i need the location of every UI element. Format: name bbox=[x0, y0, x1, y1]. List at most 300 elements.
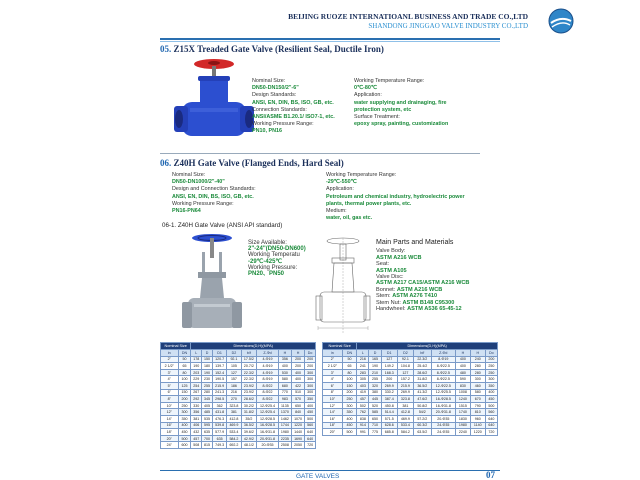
table-cell: 520 bbox=[369, 402, 381, 409]
table-cell: 2" bbox=[161, 356, 179, 363]
table-cell: 387.4 bbox=[381, 396, 397, 403]
spec-value: epoxy spray, painting, customization bbox=[354, 121, 449, 128]
table-cell: 838 bbox=[357, 415, 369, 422]
table-cell: 150 bbox=[178, 389, 191, 396]
table-cell: 190.5 bbox=[212, 376, 226, 383]
table-column-header: H bbox=[278, 350, 291, 357]
section-06-specs-left bbox=[172, 172, 256, 215]
table-cell: 39.6/2 bbox=[241, 429, 257, 436]
table-cell: 685.8 bbox=[381, 429, 397, 436]
table-cell: 345 bbox=[202, 396, 213, 403]
table-row bbox=[161, 382, 316, 389]
table-cell: 635 bbox=[202, 429, 213, 436]
table-cell: 60.3/2 bbox=[414, 422, 432, 429]
table-row bbox=[323, 409, 498, 416]
table-cell: 23.9/2 bbox=[241, 382, 257, 389]
part-label: Handwheel: bbox=[376, 306, 406, 313]
spec-value: ANSI/ASME B1.20.1/ ISO7-1, etc. bbox=[252, 114, 335, 121]
spec-value: water, oil, gas etc. bbox=[326, 215, 373, 222]
table-cell: 305 bbox=[357, 376, 369, 383]
table-cell: 125 bbox=[178, 382, 191, 389]
table-cell: 577.9 bbox=[212, 429, 226, 436]
table-cell: 640 bbox=[485, 415, 497, 422]
table-cell: 510 bbox=[291, 389, 304, 396]
spec-label: Working Pressure Range: bbox=[172, 200, 234, 207]
table-cell: 65 bbox=[178, 363, 191, 370]
table-cell: 292 bbox=[191, 396, 202, 403]
table-cell: 16-Φ28.5 bbox=[257, 422, 279, 429]
table-cell: 1220 bbox=[291, 422, 304, 429]
table-cell: 585 bbox=[369, 409, 381, 416]
table-cell: 381 bbox=[397, 402, 413, 409]
table-cell: 960 bbox=[470, 415, 485, 422]
table-cell: 500 bbox=[305, 415, 316, 422]
table-cell: 14" bbox=[323, 409, 343, 416]
table-cell: 476.3 bbox=[212, 415, 226, 422]
table-cell: 533.4 bbox=[397, 422, 413, 429]
table-column-header: D1 bbox=[381, 350, 397, 357]
table-cell: 400 bbox=[456, 356, 471, 363]
table-cell: 16" bbox=[323, 415, 343, 422]
table-cell: 720 bbox=[305, 442, 316, 449]
table-cell: 400 bbox=[291, 376, 304, 383]
spec-value: Petroleum and chemical industry, hydroelectric power plants, thermal power plants, etc. bbox=[326, 193, 465, 207]
table-cell: 3" bbox=[323, 369, 343, 376]
table-cell: 560 bbox=[485, 409, 497, 416]
table-cell: 400 bbox=[305, 402, 316, 409]
spec-value: -29℃-550℃ bbox=[326, 179, 357, 186]
table-cell: 535 bbox=[202, 415, 213, 422]
table-cell: 419 bbox=[357, 389, 369, 396]
table-cell: 1370 bbox=[278, 409, 291, 416]
table-cell: 381 bbox=[191, 415, 202, 422]
table-cell: 762 bbox=[357, 409, 369, 416]
table-cell: 270 bbox=[227, 396, 241, 403]
table-cell: 190 bbox=[369, 363, 381, 370]
table-column-header: Z-Φd bbox=[257, 350, 279, 357]
table-cell: 400 bbox=[291, 369, 304, 376]
spec-value: 0℃-80℃ bbox=[354, 85, 377, 92]
table-cell: 12-Φ25.4 bbox=[257, 409, 279, 416]
part-value: ASTM A216 WCB bbox=[396, 286, 443, 293]
table-cell: 350 bbox=[305, 396, 316, 403]
table-cell: 127 bbox=[381, 356, 397, 363]
table-row bbox=[323, 369, 498, 376]
table-header-dims: Dimensions(D,H)(MPA) bbox=[357, 343, 498, 350]
table-cell: 157.2 bbox=[397, 376, 413, 383]
table-row bbox=[161, 402, 316, 409]
table-cell: 255 bbox=[202, 382, 213, 389]
table-cell: 323.8 bbox=[397, 396, 413, 403]
table-cell: 30.2/2 bbox=[241, 402, 257, 409]
table-cell: 450 bbox=[342, 422, 357, 429]
table-cell: 300 bbox=[178, 409, 191, 416]
table-cell: 36.5/2 bbox=[414, 382, 432, 389]
table-cell: 3" bbox=[161, 369, 179, 376]
table-cell: 356 bbox=[191, 409, 202, 416]
table-column-header-row bbox=[323, 350, 498, 357]
table-cell: 1240 bbox=[456, 396, 471, 403]
table-cell: 180 bbox=[202, 363, 213, 370]
footer-rule bbox=[160, 470, 500, 471]
table-cell: 152.4 bbox=[212, 369, 226, 376]
table-cell: 2 1/2" bbox=[161, 363, 179, 370]
table-cell: 20-Φ31.8 bbox=[431, 409, 455, 416]
part-value: ASTM A276 T410 bbox=[392, 293, 438, 300]
table-cell: 269.9 bbox=[397, 389, 413, 396]
table-cell: 22.3/2 bbox=[241, 376, 257, 383]
table-cell: 1220 bbox=[470, 429, 485, 436]
table-cell: 250 bbox=[485, 363, 497, 370]
company-name-secondary: SHANDONG JINGGAO VALVE INDUSTRY CO.,LTD bbox=[368, 22, 528, 30]
table-cell: 8-Φ19 bbox=[431, 356, 455, 363]
table-cell: 380 bbox=[369, 389, 381, 396]
table-cell: 640 bbox=[305, 429, 316, 436]
spec-label: Working Pressure Range: bbox=[252, 121, 314, 128]
table-cell: 269.9 bbox=[381, 382, 397, 389]
table-cell: 580 bbox=[470, 389, 485, 396]
table-cell: 47.6/2 bbox=[414, 396, 432, 403]
table-cell: 450 bbox=[305, 409, 316, 416]
table-column-header: in bbox=[161, 350, 179, 357]
table-cell: 450.8 bbox=[381, 402, 397, 409]
table-cell: 840 bbox=[291, 409, 304, 416]
table-cell: 42.9/2 bbox=[241, 435, 257, 442]
table-cell: 18" bbox=[161, 429, 179, 436]
table-cell: 23.9/2 bbox=[241, 389, 257, 396]
table-cell: 200 bbox=[485, 356, 497, 363]
table-cell: 63.5/2 bbox=[414, 429, 432, 436]
table-cell: 460 bbox=[470, 382, 485, 389]
table-cell: 4" bbox=[161, 376, 179, 383]
table-cell: 216 bbox=[227, 389, 241, 396]
table-cell: 250 bbox=[178, 402, 191, 409]
company-name-primary: BEIJING RUOZE INTERNATIOANL BUSINESS AND TRADE CO.,LTD bbox=[288, 12, 528, 21]
table-cell: 406 bbox=[191, 422, 202, 429]
table-column-header: DN bbox=[178, 350, 191, 357]
table-column-header-row bbox=[161, 350, 316, 357]
table-cell: 16-Φ31.8 bbox=[257, 429, 279, 436]
table-cell: 280 bbox=[470, 369, 485, 376]
table-cell: 400 bbox=[278, 363, 291, 370]
table-cell: 22.3/2 bbox=[241, 369, 257, 376]
table-cell: 680 bbox=[278, 382, 291, 389]
table-cell: 432 bbox=[191, 429, 202, 436]
table-cell: 8-Φ19 bbox=[257, 376, 279, 383]
spec-label: Size Available: bbox=[248, 240, 287, 246]
table-cell: 350 bbox=[178, 415, 191, 422]
spec-label: Medium: bbox=[326, 208, 347, 215]
z40h-gate-valve-image bbox=[180, 232, 244, 338]
table-cell: 200 bbox=[305, 356, 316, 363]
table-cell: 120.7 bbox=[212, 356, 226, 363]
table-cell: 580 bbox=[278, 376, 291, 383]
table-cell: 500 bbox=[342, 429, 357, 436]
table-cell: 403 bbox=[357, 382, 369, 389]
table-cell: 17.5/2 bbox=[241, 356, 257, 363]
section-06-1-specs bbox=[248, 240, 306, 277]
table-cell: 100 bbox=[342, 376, 357, 383]
table-cell: 18" bbox=[323, 422, 343, 429]
table-cell: 298.5 bbox=[212, 396, 226, 403]
table-cell: 560 bbox=[305, 422, 316, 429]
spec-label: Working Temperatu bbox=[248, 252, 300, 259]
table-cell: 20-Φ31.8 bbox=[257, 435, 279, 442]
table-cell: 650 bbox=[369, 415, 381, 422]
table-cell: 36.5/2 bbox=[241, 422, 257, 429]
table-cell: 457 bbox=[191, 435, 202, 442]
table-cell: 8-Φ22.5 bbox=[431, 369, 455, 376]
table-cell: 12-Φ25.4 bbox=[257, 402, 279, 409]
table-cell: 8-Φ22 bbox=[257, 382, 279, 389]
spec-value: PN10, PN16 bbox=[252, 128, 282, 135]
table-cell: 405 bbox=[202, 402, 213, 409]
table-cell: 186 bbox=[227, 382, 241, 389]
table-cell: 815 bbox=[202, 442, 213, 449]
table-cell: 775 bbox=[369, 429, 381, 436]
table-cell: 830 bbox=[456, 382, 471, 389]
table-cell: 16" bbox=[161, 422, 179, 429]
table-cell: 1830 bbox=[456, 415, 471, 422]
table-cell: 283 bbox=[357, 369, 369, 376]
table-cell: 1140 bbox=[470, 422, 485, 429]
spec-value: -29℃-425℃ bbox=[248, 258, 283, 265]
table-cell: 12-Φ22.5 bbox=[431, 382, 455, 389]
table-cell: 300 bbox=[305, 376, 316, 383]
part-value: ASTM A216 WCB bbox=[376, 254, 422, 261]
spec-label: Surface Treatment: bbox=[354, 114, 400, 121]
table-cell: 16-Φ31.8 bbox=[431, 402, 455, 409]
dimensions-table-right bbox=[322, 342, 498, 436]
table-cell: 22.3/2 bbox=[414, 356, 432, 363]
table-cell: 216 bbox=[357, 356, 369, 363]
table-cell: 400 bbox=[456, 363, 471, 370]
table-cell: 12" bbox=[323, 402, 343, 409]
table-cell: 1690 bbox=[291, 435, 304, 442]
table-cell: 770 bbox=[278, 389, 291, 396]
spec-label: Design Standards: bbox=[252, 92, 297, 99]
table-row bbox=[161, 435, 316, 442]
table-cell: 6" bbox=[161, 389, 179, 396]
table-cell: 350 bbox=[342, 409, 357, 416]
table-cell: 1980 bbox=[456, 422, 471, 429]
table-cell: 14" bbox=[161, 415, 179, 422]
section-06-title bbox=[160, 158, 344, 168]
section-06-specs-right bbox=[326, 172, 476, 222]
table-row bbox=[161, 429, 316, 436]
table-column-header: b/f bbox=[414, 350, 432, 357]
table-cell: 810 bbox=[470, 409, 485, 416]
table-cell: 200 bbox=[291, 356, 304, 363]
table-cell: 200 bbox=[305, 363, 316, 370]
table-cell: 400 bbox=[342, 415, 357, 422]
table-cell: 12" bbox=[161, 409, 179, 416]
table-cell: 190 bbox=[191, 363, 202, 370]
table-cell: 2050 bbox=[291, 442, 304, 449]
dimensions-table-left bbox=[160, 342, 316, 449]
table-cell: 1070 bbox=[291, 415, 304, 422]
part-label: Stem: bbox=[376, 293, 391, 300]
table-row bbox=[161, 409, 316, 416]
table-cell: 356 bbox=[278, 356, 291, 363]
spec-value: DN50-DN1000/2"-40" bbox=[172, 179, 225, 186]
table-cell: 670 bbox=[470, 396, 485, 403]
part-value: ASTM A536 65-45-12 bbox=[407, 306, 462, 313]
table-row bbox=[161, 389, 316, 396]
table-cell: 4-Φ19 bbox=[257, 363, 279, 370]
table-cell: 200 bbox=[291, 363, 304, 370]
table-row bbox=[161, 442, 316, 449]
table-cell: 2235 bbox=[278, 435, 291, 442]
table-cell: 230 bbox=[202, 376, 213, 383]
table-cell: 25.4/2 bbox=[414, 363, 432, 370]
table-cell: 24-Φ35 bbox=[431, 429, 455, 436]
table-cell: 412.8 bbox=[227, 415, 241, 422]
table-cell: 241 bbox=[357, 363, 369, 370]
table-cell: 700 bbox=[202, 435, 213, 442]
table-row bbox=[161, 356, 316, 363]
spec-value: ANSI, EN, DIN, BS, ISO, GB, etc. bbox=[252, 99, 334, 106]
table-cell: 635 bbox=[212, 435, 226, 442]
page-number: 07 bbox=[486, 470, 495, 480]
table-cell: 300 bbox=[485, 376, 497, 383]
table-cell: 190 bbox=[202, 369, 213, 376]
table-cell: 500 bbox=[178, 435, 191, 442]
table-cell: 92.1 bbox=[397, 356, 413, 363]
table-cell: 1135 bbox=[278, 402, 291, 409]
table-cell: 469.9 bbox=[227, 422, 241, 429]
spec-value: PN16-PN64 bbox=[172, 208, 201, 215]
table-cell: 8-Φ22.5 bbox=[431, 376, 455, 383]
table-cell: 457 bbox=[357, 396, 369, 403]
table-cell: 4-Φ19 bbox=[257, 356, 279, 363]
table-column-header: Do bbox=[305, 350, 316, 357]
table-header-dims: Dimensions(D,H)(MPA) bbox=[191, 343, 316, 350]
table-cell: 10" bbox=[323, 396, 343, 403]
section-05-number: 05. bbox=[160, 44, 172, 54]
table-cell: 80 bbox=[178, 369, 191, 376]
table-cell: 6" bbox=[323, 382, 343, 389]
table-column-header: D bbox=[202, 350, 213, 357]
table-cell: 35/2 bbox=[241, 415, 257, 422]
part-label: Valve Disc: bbox=[376, 274, 404, 281]
table-cell: 20-Φ35 bbox=[257, 442, 279, 449]
table-cell: 480 bbox=[456, 369, 471, 376]
table-cell: 330 bbox=[191, 402, 202, 409]
table-cell: 595 bbox=[202, 422, 213, 429]
table-cell: 584.2 bbox=[397, 429, 413, 436]
table-row bbox=[323, 363, 498, 370]
spec-label: Working Pressure: bbox=[248, 264, 298, 271]
table-cell: 200 bbox=[342, 389, 357, 396]
table-cell: 650 bbox=[291, 402, 304, 409]
spec-label: Application: bbox=[326, 186, 354, 193]
table-cell: 8-Φ22 bbox=[257, 396, 279, 403]
table-cell: 640 bbox=[485, 422, 497, 429]
table-cell: 28.6/2 bbox=[414, 369, 432, 376]
table-header-size: Nominal Size bbox=[323, 343, 357, 350]
company-header bbox=[288, 12, 528, 30]
table-column-header: Z-Φd bbox=[431, 350, 455, 357]
table-cell: 210 bbox=[369, 369, 381, 376]
table-cell: 150 bbox=[342, 382, 357, 389]
part-label: Valve Body: bbox=[376, 248, 406, 255]
section-05-title bbox=[160, 44, 384, 54]
part-value: ASTM A217 CA15/ASTM A216 WCB bbox=[376, 280, 470, 287]
table-cell: 2508 bbox=[278, 442, 291, 449]
table-cell: 104.8 bbox=[397, 363, 413, 370]
table-cell: 539.8 bbox=[212, 422, 226, 429]
table-cell: 300 bbox=[305, 369, 316, 376]
table-cell: 1462 bbox=[278, 415, 291, 422]
table-cell: 2 1/2" bbox=[323, 363, 343, 370]
table-cell: 983 bbox=[278, 396, 291, 403]
table-cell: 200 bbox=[178, 396, 191, 403]
spec-label: Nominal Size: bbox=[172, 172, 206, 178]
table-cell: 280 bbox=[202, 389, 213, 396]
table-cell: 280 bbox=[470, 363, 485, 370]
table-cell: 400 bbox=[485, 389, 497, 396]
table-cell: 600 bbox=[178, 442, 191, 449]
table-cell: 215.9 bbox=[212, 382, 226, 389]
table-cell: 157 bbox=[227, 376, 241, 383]
table-cell: 54/2 bbox=[414, 409, 432, 416]
table-cell: 914 bbox=[357, 422, 369, 429]
table-cell: 165 bbox=[369, 356, 381, 363]
table-cell: 139.7 bbox=[212, 363, 226, 370]
table-cell: 48.1/2 bbox=[241, 442, 257, 449]
table-cell: 1008 bbox=[456, 389, 471, 396]
table-row bbox=[161, 376, 316, 383]
spec-label: Nominal Size: bbox=[252, 78, 286, 84]
section-06-1-title: 06-1. Z40H Gate Valve (ANSI API standard) bbox=[162, 222, 283, 229]
table-cell: 250 bbox=[485, 369, 497, 376]
table-cell: 533.4 bbox=[227, 429, 241, 436]
section-divider bbox=[160, 153, 480, 154]
table-row bbox=[323, 429, 498, 436]
table-cell: 215.9 bbox=[397, 382, 413, 389]
table-row bbox=[323, 376, 498, 383]
table-column-header: D2 bbox=[227, 350, 241, 357]
table-row bbox=[323, 389, 498, 396]
part-value: ASTM A105 bbox=[376, 267, 407, 274]
part-label: Bonnet: bbox=[376, 286, 396, 293]
table-cell: 1744 bbox=[278, 422, 291, 429]
table-column-header: DN bbox=[342, 350, 357, 357]
table-cell: 749.3 bbox=[212, 442, 226, 449]
table-column-header: b/f bbox=[241, 350, 257, 357]
table-cell: 412.8 bbox=[397, 409, 413, 416]
table-cell: 8" bbox=[161, 396, 179, 403]
table-cell: 350 bbox=[485, 382, 497, 389]
footer-label: GATE VALVES bbox=[296, 473, 340, 480]
table-cell: 4-Φ19 bbox=[257, 369, 279, 376]
table-cell: 92.1 bbox=[227, 356, 241, 363]
table-row bbox=[161, 415, 316, 422]
table-cell: 127 bbox=[227, 369, 241, 376]
table-cell: 105 bbox=[227, 363, 241, 370]
table-cell: 41.3/2 bbox=[414, 389, 432, 396]
table-cell: 255 bbox=[369, 376, 381, 383]
globe-logo-icon bbox=[548, 8, 574, 34]
table-cell: 65 bbox=[342, 363, 357, 370]
table-cell: 720 bbox=[485, 429, 497, 436]
table-cell: 57.2/2 bbox=[414, 415, 432, 422]
table-cell: 1980 bbox=[278, 429, 291, 436]
z15x-gate-valve-image bbox=[168, 58, 260, 146]
spec-label: Working Temperature Range: bbox=[326, 172, 397, 178]
table-cell: 12-Φ28.5 bbox=[257, 415, 279, 422]
